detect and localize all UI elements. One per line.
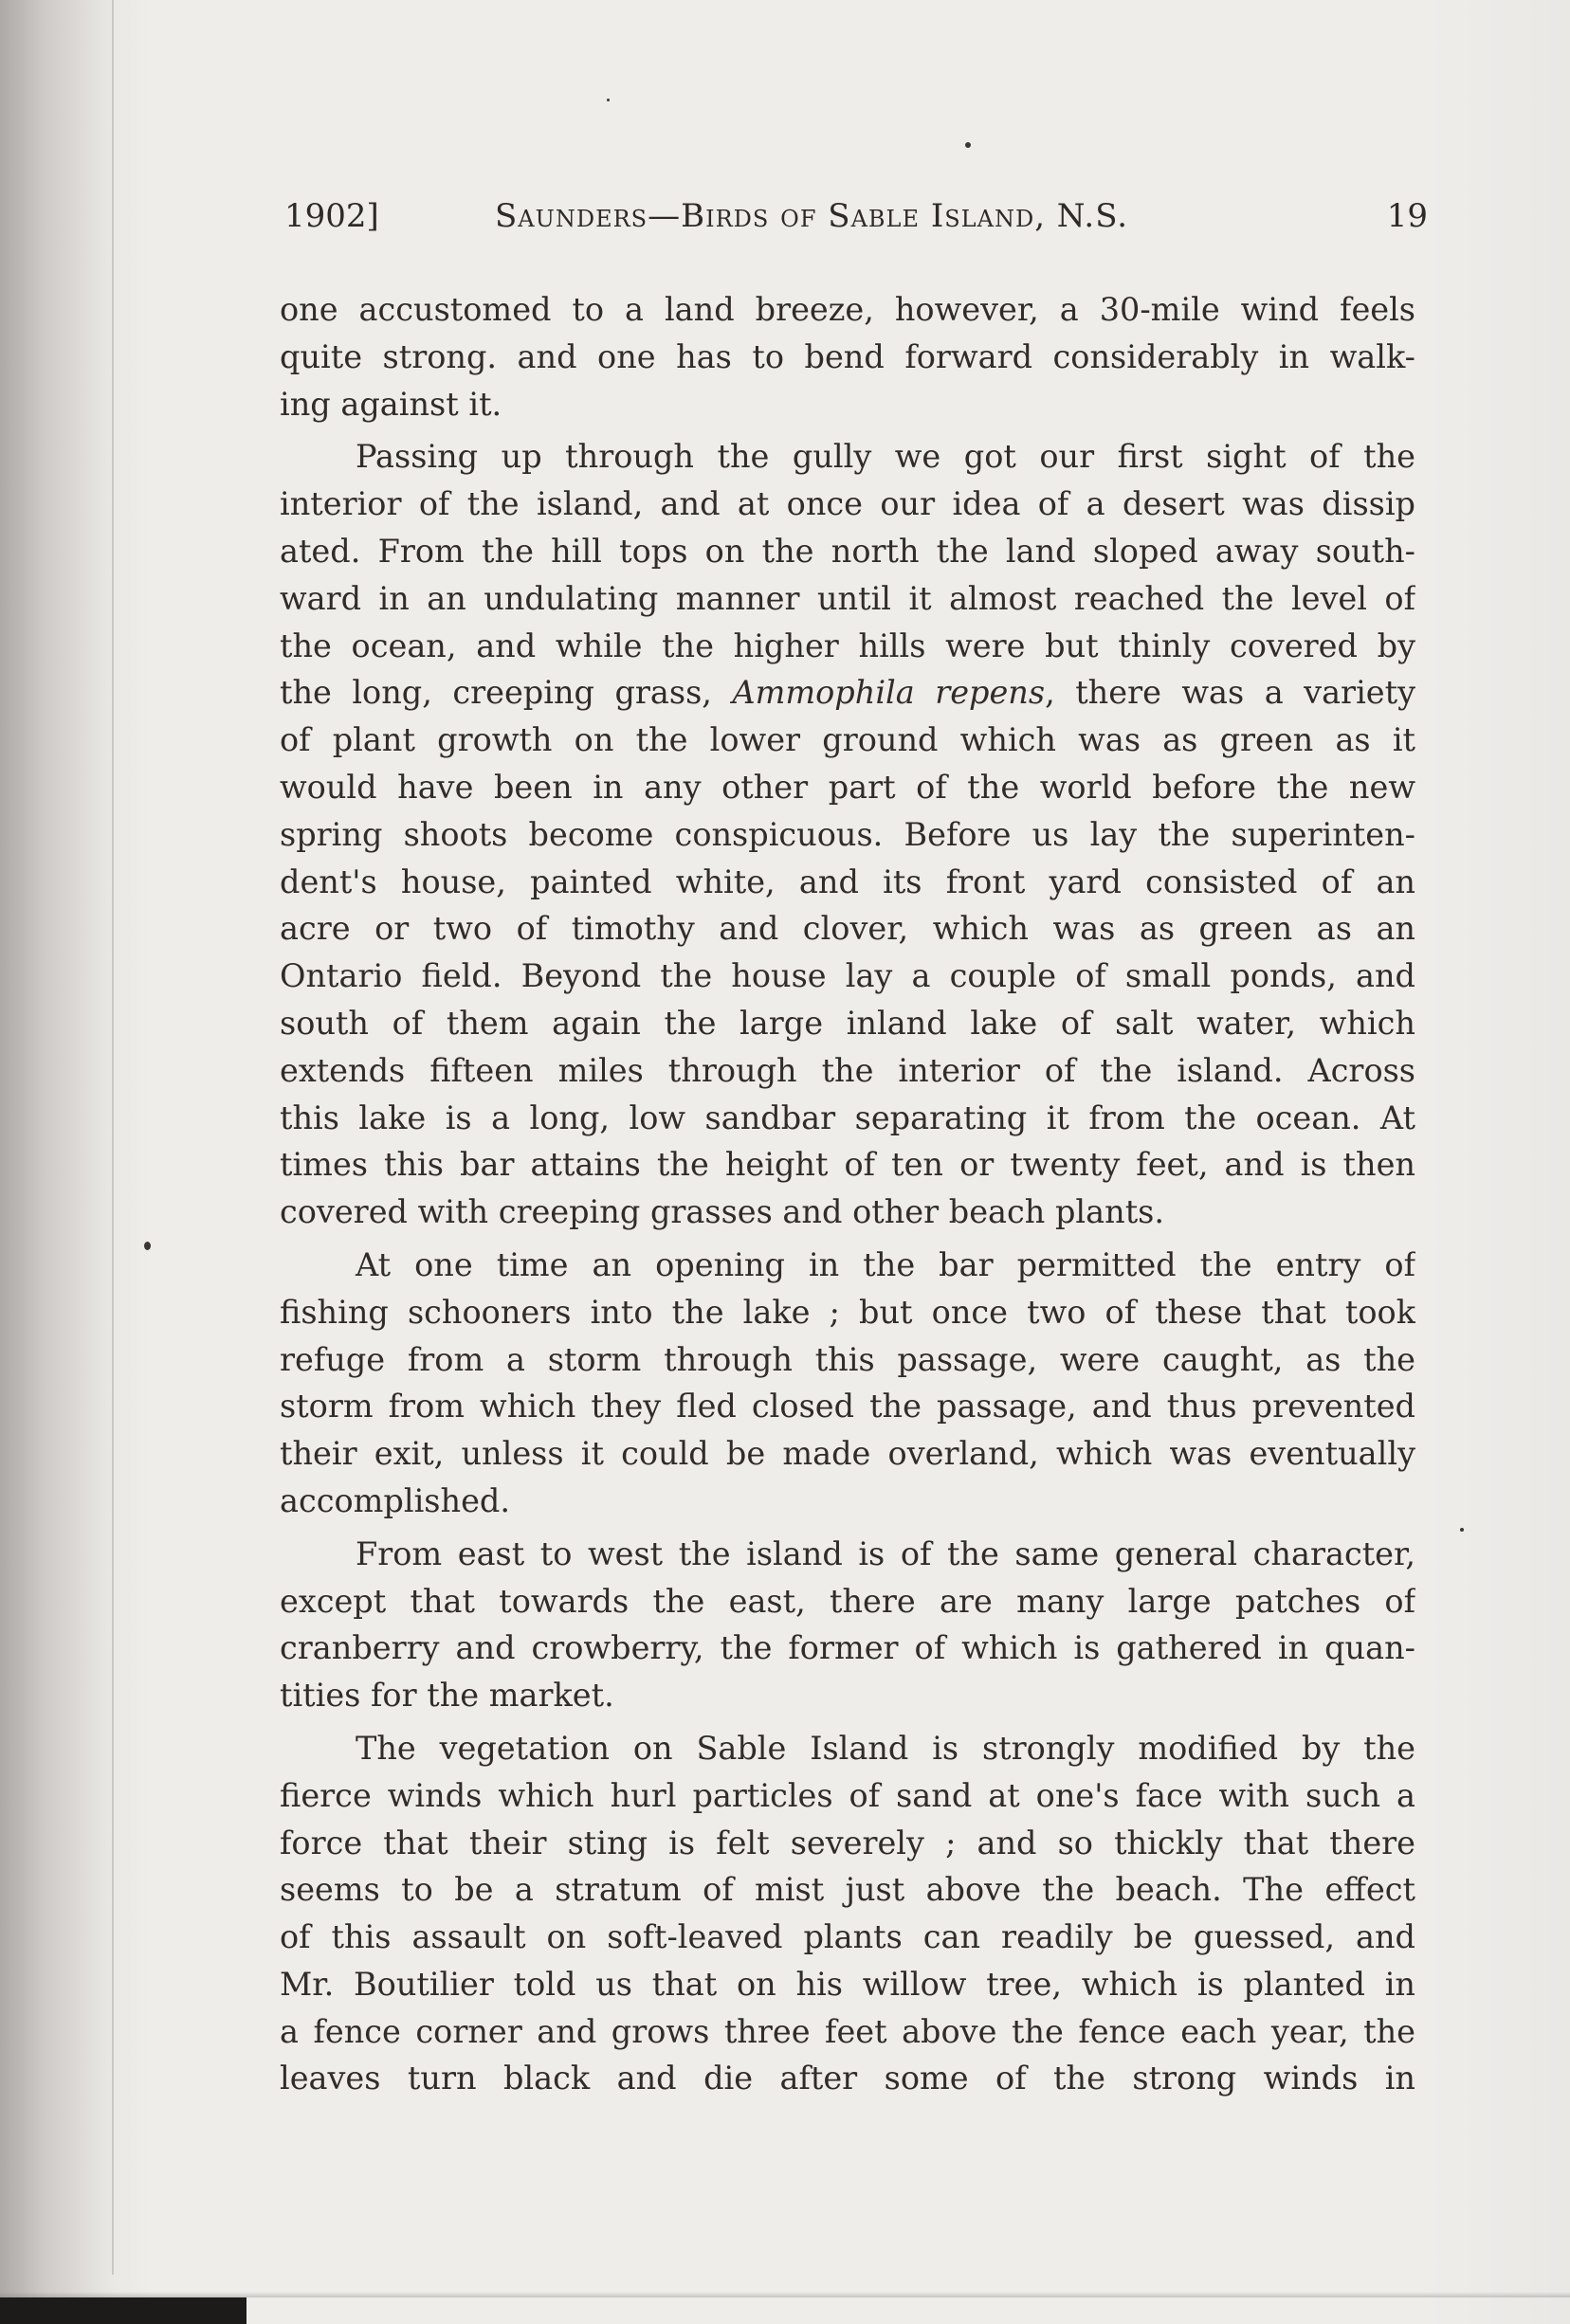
text-line: a fence corner and grows three feet above the fence each year, the [280,2012,1415,2050]
text-line: tities for the market. [280,1677,614,1715]
text-line: cranberry and crowberry, the former of which is gathered in quan- [280,1629,1415,1667]
paper-speck [965,142,971,148]
text-line: south of them again the large inland lake of salt water, which [280,1004,1415,1042]
text-line: acre or two of timothy and clover, which was as green as an [280,910,1415,948]
text-line: of plant growth on the lower ground which was as green as it [280,721,1415,759]
text-line: ing against it. [280,385,502,423]
page-number: 19 [1386,197,1428,235]
text-line: would have been in any other part of the world before the new [280,768,1415,806]
text-line: their exit, unless it could be made overland, which was eventually [280,1435,1415,1473]
text-line: this lake is a long, low sandbar separating it from the ocean. At [280,1098,1415,1136]
paper-speck [1460,1528,1464,1532]
text-line: force that their sting is felt severely ; and so thickly that there [280,1824,1415,1861]
paragraph [280,1725,1415,2102]
paper-speck [144,1242,151,1250]
text-line: dent's house, painted white, and its front yard consisted of an [280,862,1415,900]
text-line: quite strong. and one has to bend forward considerably in walk- [280,337,1415,375]
text-line: At one time an opening in the bar permitted the entry of [356,1245,1415,1283]
text-line: Passing up through the gully we got our first sight of the [356,438,1415,476]
paragraph [280,1531,1415,1719]
text-line: The vegetation on Sable Island is strongly modified by the [356,1729,1415,1767]
species-name: Ammophila repens [732,674,1046,712]
page-bottom-edge [0,2297,246,2324]
text-line: storm from which they fled closed the passage, and thus prevented [280,1388,1415,1425]
running-head-year: 1902] [284,197,379,235]
text-line: refuge from a storm through this passage, were caught, as the [280,1340,1415,1378]
text-line: Ontario field. Beyond the house lay a couple of small ponds, and [280,957,1415,995]
text-line: leaves turn black and die after some of the strong winds in [280,2060,1415,2097]
paragraph [280,433,1415,1236]
text-line: covered with creeping grasses and other beach plants. [280,1193,1164,1231]
text-line: From east to west the island is of the same general character, [356,1534,1415,1572]
running-head-title: Saunders—Birds of Sable Island, N.S. [495,197,1129,235]
text-line: the ocean, and while the higher hills were but thinly covered by [280,626,1415,664]
gutter-line [112,0,114,2275]
text-line: one accustomed to a land breeze, however, a 30-mile wind feels [280,291,1415,328]
text-line: Mr. Boutilier told us that on his willow tree, which is planted in [280,1965,1415,2003]
text-line: ated. From the hill tops on the north the land sloped away south- [280,532,1415,570]
paper-speck [607,99,610,101]
paragraph [280,286,1415,427]
text-line: seems to be a stratum of mist just above the beach. The effect [280,1871,1415,1909]
running-head [284,197,1428,254]
text-line-with-italic: the long, creeping grass, Ammophila repens, there was a variety [280,674,1415,712]
text-line: extends fifteen miles through the interior of the island. Across [280,1051,1415,1089]
text-line: times this bar attains the height of ten or twenty feet, and is then [280,1146,1415,1184]
body-text [280,286,1415,2102]
text-line: spring shoots become conspicuous. Before us lay the superinten- [280,815,1415,853]
text-line: accomplished. [280,1481,510,1519]
text-line: fishing schooners into the lake ; but once two of these that took [280,1293,1415,1331]
text-line: except that towards the east, there are many large patches of [280,1582,1415,1620]
text-line: interior of the island, and at once our idea of a desert was dissip [280,485,1415,523]
text-line: fierce winds which hurl particles of sand at one's face with such a [280,1776,1415,1814]
paragraph [280,1242,1415,1525]
text-line: ward in an undulating manner until it almost reached the level of [280,579,1415,617]
book-spine-shadow [0,0,114,2324]
text-line: of this assault on soft-leaved plants can readily be guessed, and [280,1918,1415,1956]
